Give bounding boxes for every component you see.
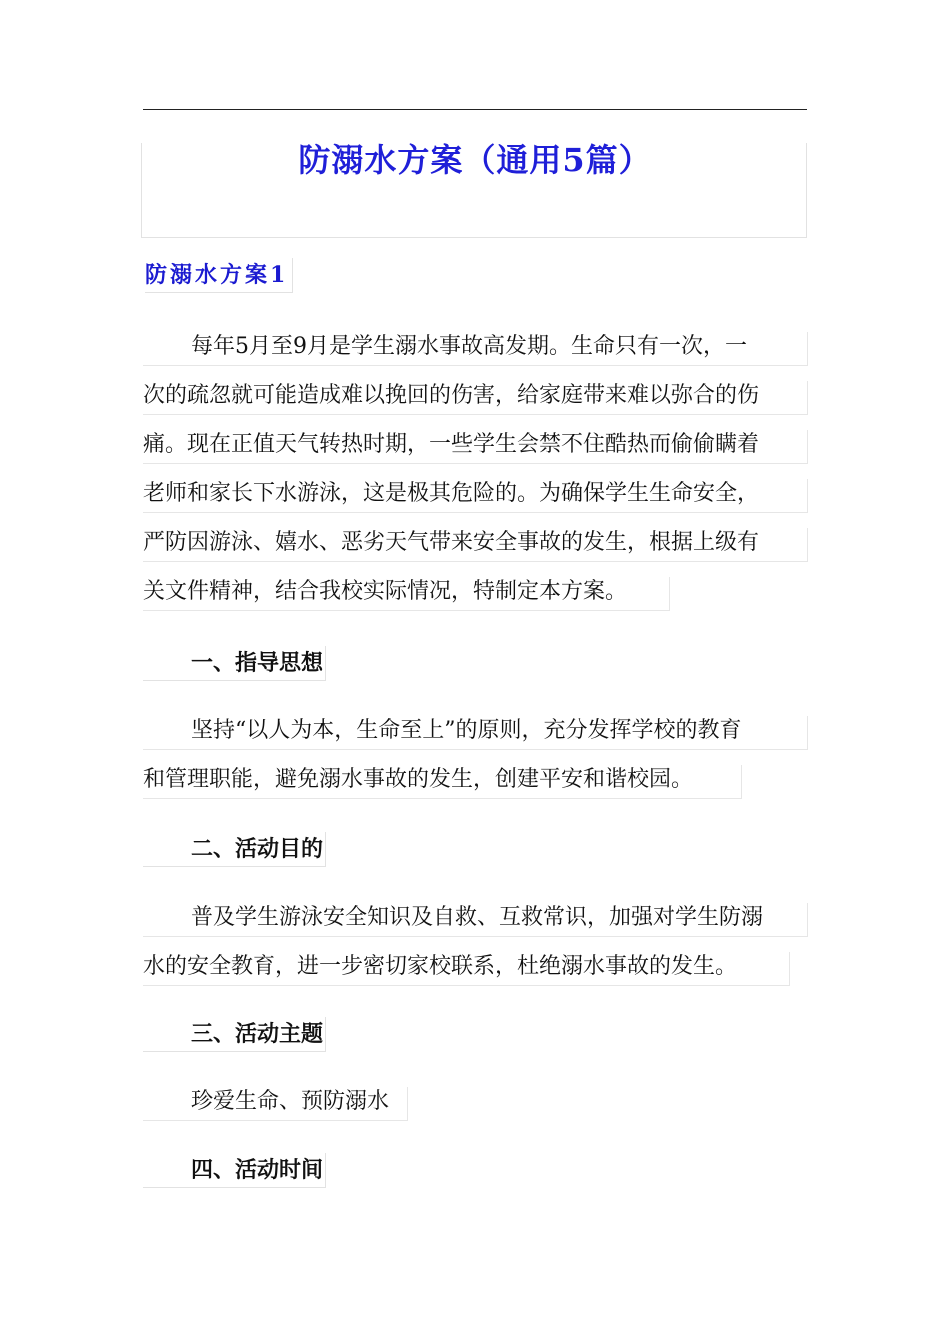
paragraph-line: 和管理职能，避免溺水事故的发生，创建平安和谐校园。 bbox=[143, 767, 694, 792]
intro-line: 严防因游泳、嬉水、恶劣天气带来安全事故的发生，根据上级有 bbox=[143, 530, 760, 555]
heading-guiding-thought: 一、指导思想 bbox=[143, 646, 326, 681]
paragraph-line: 普及学生游泳安全知识及自救、互救常识，加强对学生防溺 bbox=[191, 905, 764, 930]
intro-line: 老师和家长下水游泳，这是极其危险的。为确保学生生命安全， bbox=[143, 481, 760, 506]
header-rule bbox=[143, 109, 807, 110]
heading-activity-purpose: 二、活动目的 bbox=[143, 832, 326, 867]
paragraph-line: 坚持“以人为本，生命至上”的原则，充分发挥学校的教育 bbox=[191, 718, 742, 743]
heading-activity-time: 四、活动时间 bbox=[143, 1153, 326, 1188]
heading-activity-theme: 三、活动主题 bbox=[143, 1017, 326, 1052]
section-title: 防溺水方案1 bbox=[145, 258, 293, 293]
intro-line: 痛。现在正值天气转热时期，一些学生会禁不住酷热而偷偷瞒着 bbox=[143, 432, 760, 457]
intro-line: 次的疏忽就可能造成难以挽回的伤害，给家庭带来难以弥合的伤 bbox=[143, 383, 760, 408]
document-title: 防溺水方案（通用5篇） bbox=[298, 141, 652, 179]
paragraph-line: 珍爱生命、预防溺水 bbox=[191, 1089, 390, 1114]
paragraph-line: 水的安全教育，进一步密切家校联系，杜绝溺水事故的发生。 bbox=[143, 954, 738, 979]
intro-line: 每年5月至9月是学生溺水事故高发期。生命只有一次，一 bbox=[191, 334, 747, 359]
intro-line: 关文件精神，结合我校实际情况，特制定本方案。 bbox=[143, 579, 628, 604]
